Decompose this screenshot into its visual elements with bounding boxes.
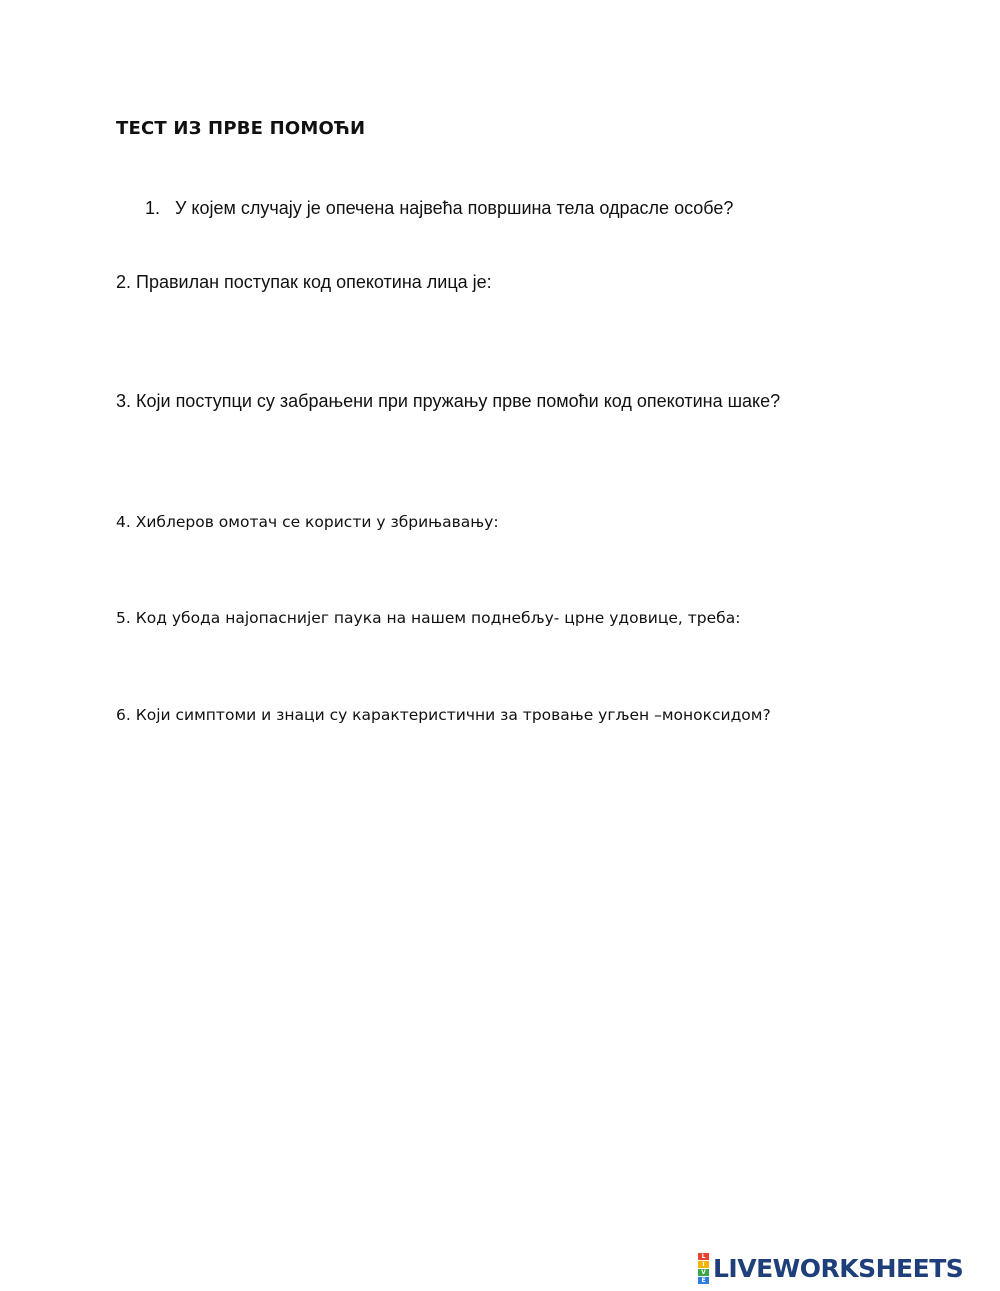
question-1-number: 1.	[145, 198, 161, 218]
worksheet-title: ТЕСТ ИЗ ПРВЕ ПОМОЋИ	[116, 118, 366, 139]
question-2: 2. Правилан поступак код опекотина лица је:	[116, 272, 492, 292]
live-block-l: L	[698, 1253, 709, 1260]
question-6: 6. Који симптоми и знаци су карактеристични за тровање угљен –моноксидом?	[116, 706, 771, 724]
live-block-i: I	[698, 1261, 709, 1268]
live-block-e: E	[698, 1277, 709, 1284]
question-1-text: У којем случају је опечена највећа површина тела одрасле особе?	[175, 198, 734, 218]
question-5: 5. Код убода најопаснијег паука на нашем поднебљу- црне удовице, треба:	[116, 609, 741, 627]
question-4: 4. Хиблеров омотач се користи у збрињавању:	[116, 513, 499, 531]
question-3: 3. Који поступци су забрањени при пружању прве помоћи код опекотина шаке?	[116, 391, 781, 411]
liveworksheets-wordmark: LIVEWORKSHEETS	[713, 1253, 964, 1283]
live-blocks-icon	[698, 1253, 709, 1284]
liveworksheets-logo	[698, 1252, 963, 1284]
live-block-v: V	[698, 1269, 709, 1276]
question-1	[145, 198, 733, 219]
